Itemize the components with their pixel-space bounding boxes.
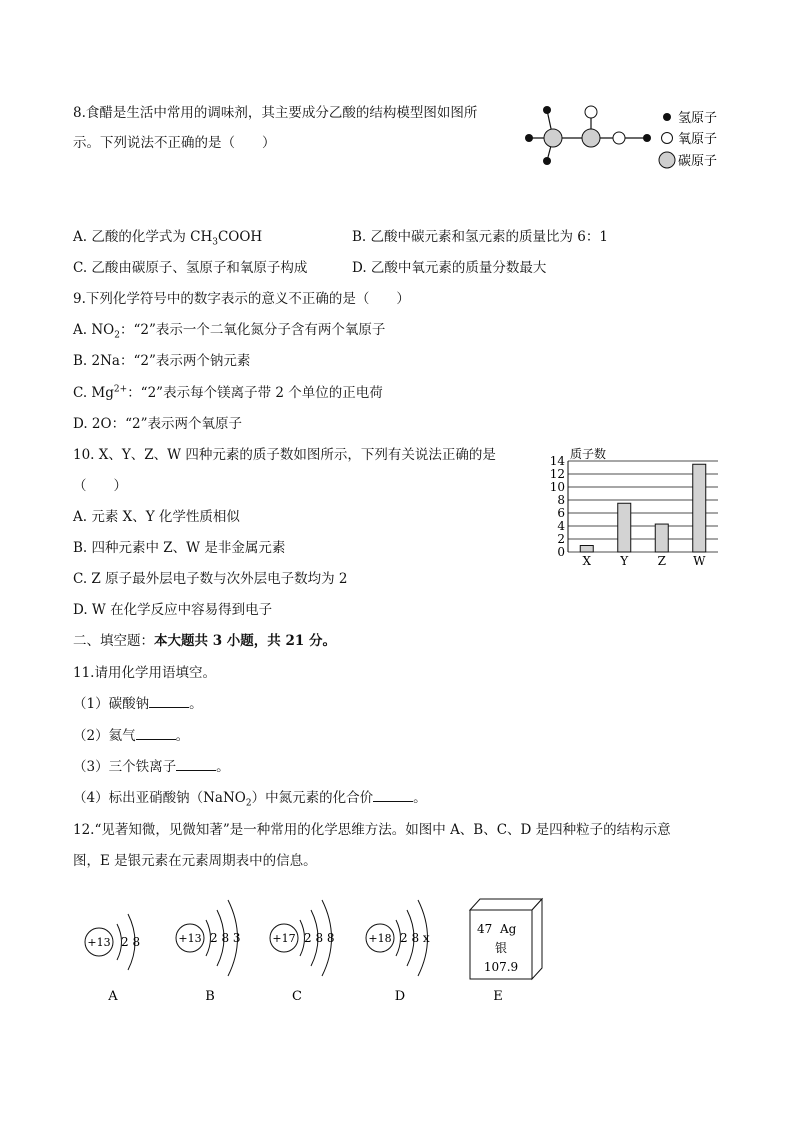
q9-option-b: B. 2Na：“2”表示两个钠元素 [73,353,251,369]
proton-number-chart [540,444,725,570]
legend-oxygen-label: 氧原子 [678,132,718,147]
particle-diagrams [70,890,550,1010]
q8-stem-line2: 示。下列说法不正确的是（ ） [73,135,276,151]
particle-c-shells: 2 8 8 [304,931,335,945]
oxygen-atom [585,106,597,118]
q10-option-a: A. 元素 X、Y 化学性质相似 [73,509,240,525]
carbon-atom [582,129,600,147]
x-tick-label: W [693,554,706,568]
element-atomic-number: 47 [477,922,493,936]
q10-option-b: B. 四种元素中 Z、W 是非金属元素 [73,540,286,556]
x-tick-label: X [582,554,592,568]
bar-w [693,464,706,552]
q11-item1: （1）碳酸钠 。 [73,696,203,712]
answer-blank[interactable] [176,758,216,771]
particle-a-nucleus: +13 [87,936,111,949]
legend-carbon-icon [659,152,675,168]
q9-option-c: C. $Mg^{2+}$：“2”表示每个镁离子带 2 个单位的正电荷 [73,384,383,401]
acetic-acid-model [515,98,725,178]
answer-blank[interactable] [149,695,189,708]
legend-hydrogen-label: 氢原子 [678,111,718,126]
carbon-atom [544,129,562,147]
particle-c-label: C [292,989,302,1004]
hydrogen-atom [525,134,533,142]
q12-stem-line2: 图，E 是银元素在元素周期表中的信息。 [73,853,317,869]
particle-d-label: D [394,989,406,1004]
x-tick-label: Z [657,554,666,568]
particle-b-label: B [205,989,215,1004]
particle-e-label: E [493,989,503,1004]
element-e-cube [470,899,542,1004]
hydrogen-atom [543,157,551,165]
y-tick-label: 14 [549,454,565,468]
particle-a-label: A [108,989,118,1004]
y-tick-label: 12 [549,467,565,481]
q12-stem-line1: 12.“见著知微，见微知著”是一种常用的化学思维方法。如图中 A、B、C、D 是四种粒子的结构示意 [73,822,671,838]
q10-stem-line2: （ ） [73,478,127,494]
particle-b-shells: 2 8 3 [210,931,241,945]
particle-c-nucleus: +17 [272,932,296,945]
hydrogen-atom [543,106,551,114]
bar-y [618,503,631,552]
y-tick-label: 0 [557,545,565,559]
x-tick-label: Y [620,554,629,568]
chart-title: 质子数 [570,447,607,461]
q8-stem-line1: 8.食醋是生活中常用的调味剂，其主要成分乙酸的结构模型图如图所 [73,105,478,121]
q8-option-b: B. 乙酸中碳元素和氢元素的质量比为 6：1 [352,229,608,245]
legend-carbon-label: 碳原子 [678,154,718,169]
y-tick-label: 8 [557,493,565,507]
element-symbol: Ag [500,922,517,936]
q11-item4: （4）标出亚硝酸钠（NaNO$_2$）中氮元素的化合价 。 [73,790,427,809]
particle-d-nucleus: +18 [368,932,392,945]
oxygen-atom [613,132,625,144]
q9-option-a: A. $NO_2$：“2”表示一个二氧化氮分子含有两个氧原子 [73,322,386,341]
q10-option-c: C. Z 原子最外层电子数与次外层电子数均为 2 [73,571,348,587]
answer-blank[interactable] [373,789,413,802]
legend-oxygen-icon [662,133,673,144]
q8-option-d: D. 乙酸中氧元素的质量分数最大 [352,260,547,276]
particle-c [270,900,335,1004]
q9-stem: 9.下列化学符号中的数字表示的意义不正确的是（ ） [73,291,410,307]
element-mass: 107.9 [483,960,519,974]
particle-d [366,900,430,1004]
particle-d-shells: 2 8 x [400,931,430,945]
q11-stem: 11.请用化学用语填空。 [73,665,216,681]
element-name: 银 [494,941,508,955]
bar-x [580,546,593,553]
q8-option-a: A. 乙酸的化学式为 $CH_3COOH$ [73,229,263,248]
particle-a [85,914,140,1004]
answer-blank[interactable] [136,727,176,740]
section2-heading: 二、填空题：本大题共 3 小题，共 21 分。 [73,633,336,649]
particle-b [176,900,241,1004]
legend-hydrogen-icon [663,113,671,121]
particle-b-nucleus: +13 [178,932,202,945]
y-tick-label: 2 [557,532,565,546]
q11-item2: （2）氦气 。 [73,728,190,744]
q10-stem-line1: 10. X、Y、Z、W 四种元素的质子数如图所示，下列有关说法正确的是 [73,447,496,463]
y-tick-label: 10 [549,480,565,494]
q8-option-c: C. 乙酸由碳原子、氢原子和氧原子构成 [73,260,308,276]
y-tick-label: 6 [557,506,565,520]
q10-option-d: D. W 在化学反应中容易得到电子 [73,602,273,618]
q9-option-d: D. 2O：“2”表示两个氧原子 [73,416,242,432]
particle-a-shells: 2 8 [121,935,141,949]
y-tick-label: 4 [557,519,565,533]
q11-item3: （3）三个铁离子 。 [73,759,230,775]
bar-z [655,524,668,552]
hydrogen-atom [643,134,651,142]
